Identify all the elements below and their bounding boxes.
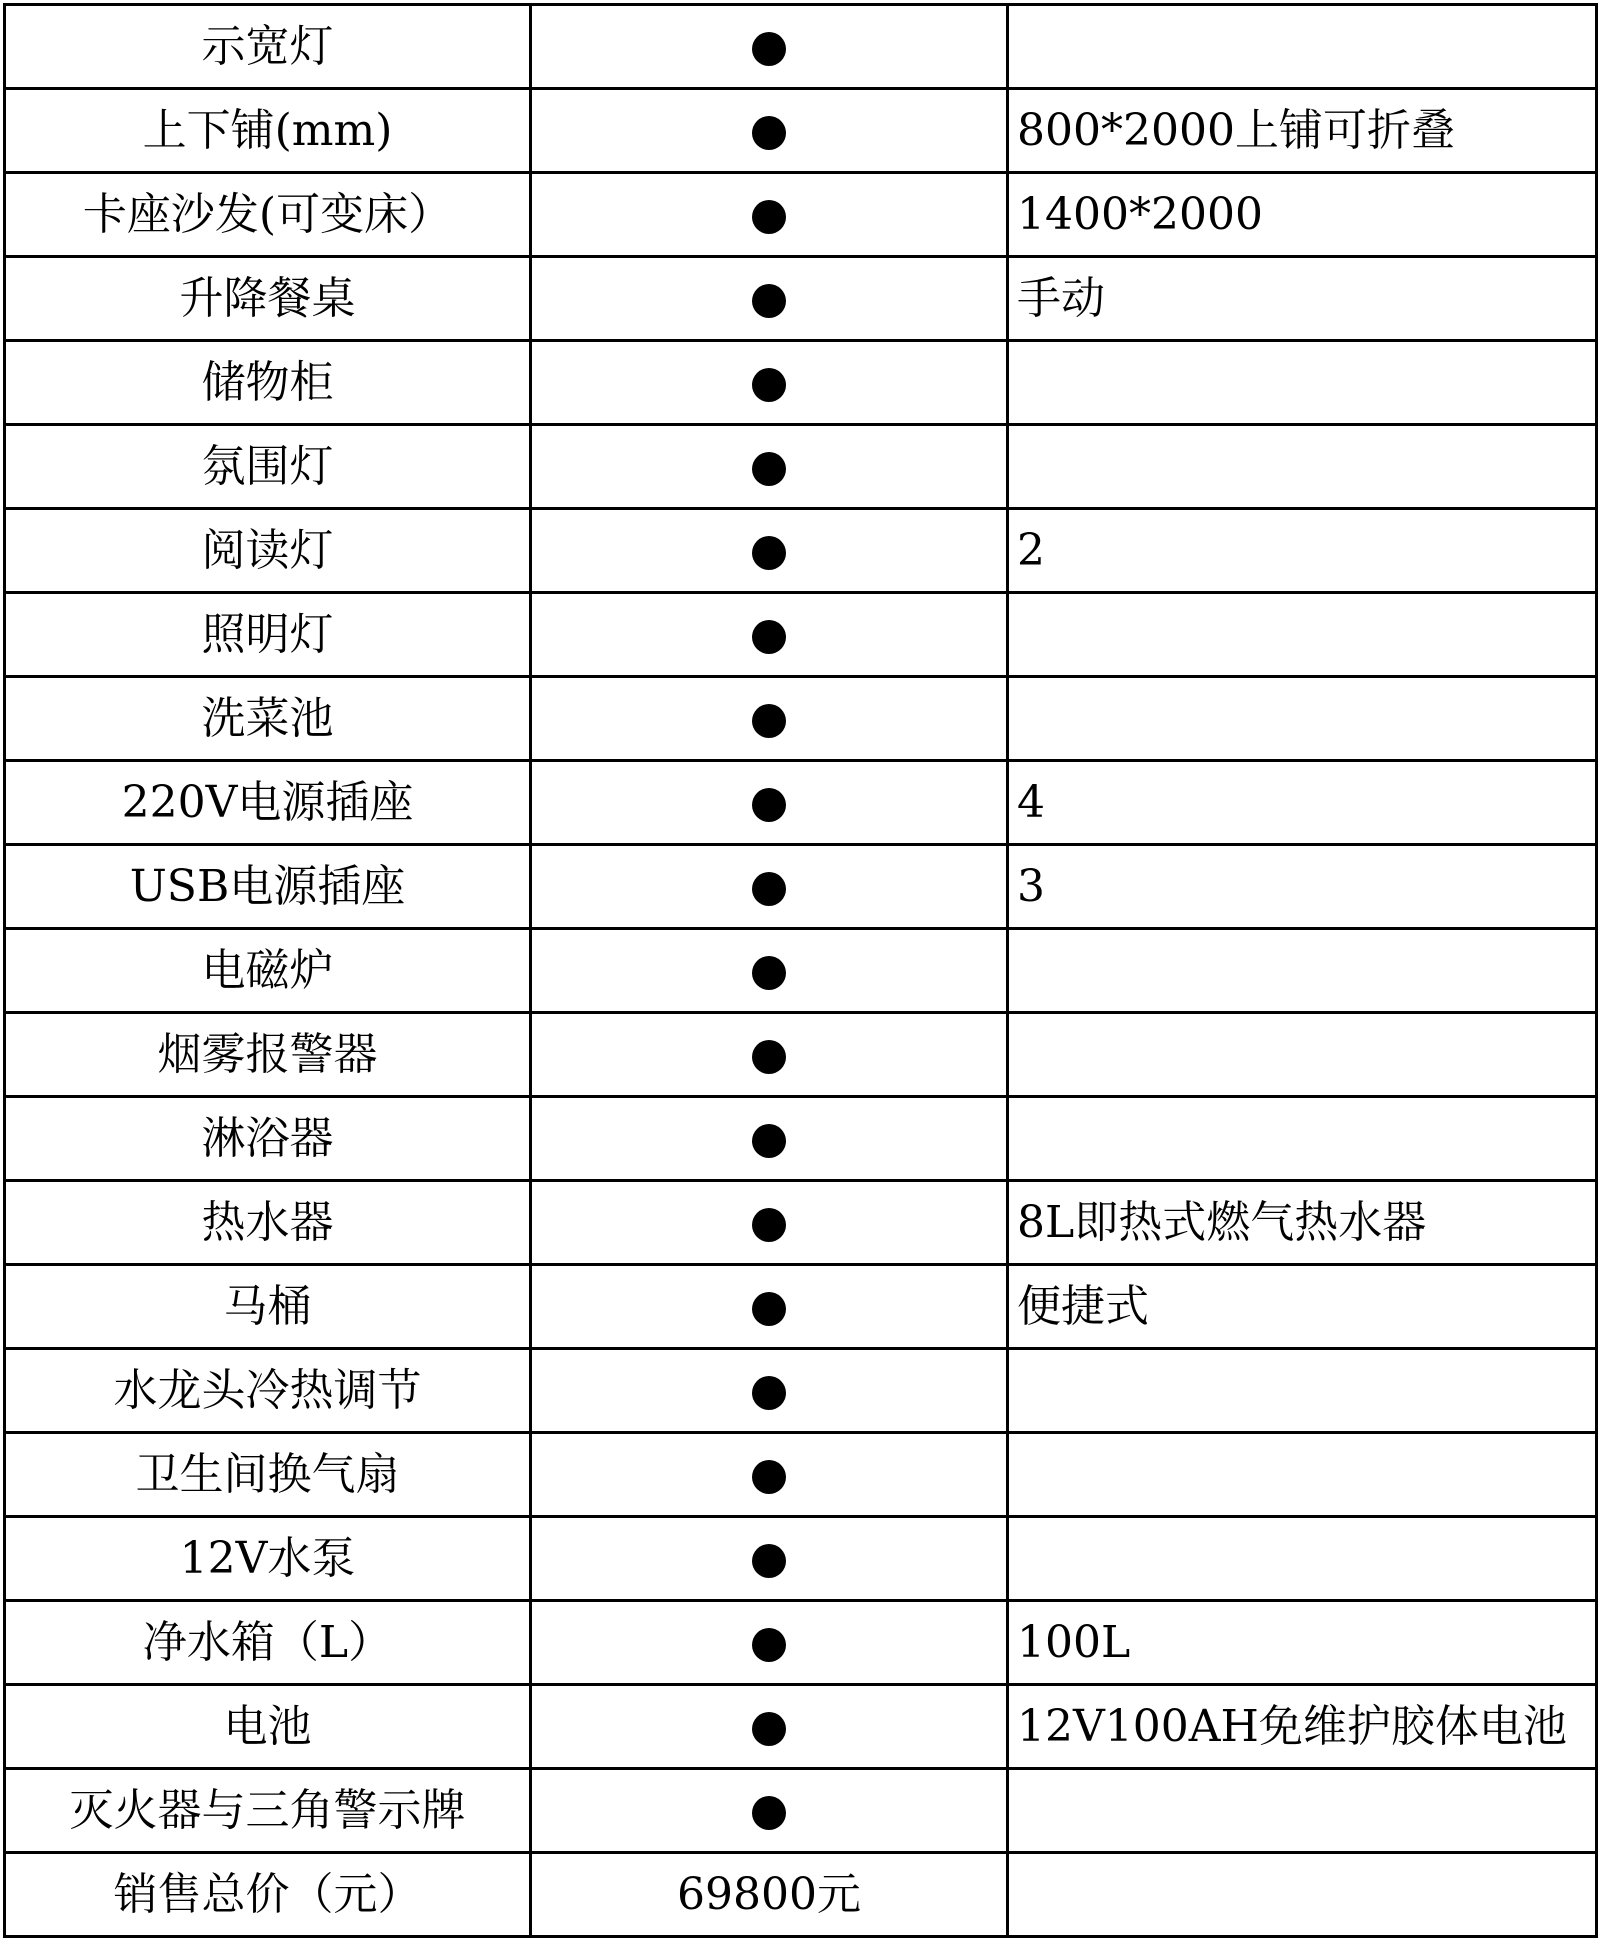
- item-note-cell: 4: [1008, 761, 1597, 845]
- equipped-mark-cell: [531, 509, 1008, 593]
- equipped-mark-cell: [531, 1013, 1008, 1097]
- item-note-cell: [1008, 1769, 1597, 1853]
- item-note-cell: 2: [1008, 509, 1597, 593]
- filled-circle-icon: [752, 200, 786, 234]
- item-note-cell: 便捷式: [1008, 1265, 1597, 1349]
- total-price-label: 销售总价（元）: [5, 1853, 531, 1937]
- equipped-mark-cell: [531, 593, 1008, 677]
- item-name-cell: 卡座沙发(可变床）: [5, 173, 531, 257]
- filled-circle-icon: [752, 1796, 786, 1830]
- item-name-cell: 热水器: [5, 1181, 531, 1265]
- filled-circle-icon: [752, 620, 786, 654]
- item-note-cell: [1008, 1013, 1597, 1097]
- table-row: [5, 677, 1597, 761]
- equipped-mark-cell: [531, 89, 1008, 173]
- item-note-cell: [1008, 5, 1597, 89]
- item-name-cell: 淋浴器: [5, 1097, 531, 1181]
- table-row: [5, 1433, 1597, 1517]
- item-name-cell: 卫生间换气扇: [5, 1433, 531, 1517]
- filled-circle-icon: [752, 284, 786, 318]
- item-name-cell: 升降餐桌: [5, 257, 531, 341]
- filled-circle-icon: [752, 368, 786, 402]
- filled-circle-icon: [752, 1460, 786, 1494]
- equipped-mark-cell: [531, 1181, 1008, 1265]
- table-row: [5, 1181, 1597, 1265]
- item-note-cell: [1008, 677, 1597, 761]
- item-note-cell: [1008, 1097, 1597, 1181]
- table-row: [5, 593, 1597, 677]
- filled-circle-icon: [752, 1628, 786, 1662]
- item-name-cell: 电池: [5, 1685, 531, 1769]
- spec-table-body: [5, 5, 1597, 1937]
- table-row: [5, 1349, 1597, 1433]
- equipped-mark-cell: [531, 1433, 1008, 1517]
- equipped-mark-cell: [531, 257, 1008, 341]
- equipped-mark-cell: [531, 173, 1008, 257]
- table-row: [5, 89, 1597, 173]
- item-note-cell: [1008, 593, 1597, 677]
- filled-circle-icon: [752, 704, 786, 738]
- table-row: [5, 1769, 1597, 1853]
- item-note-cell: [1008, 341, 1597, 425]
- equipped-mark-cell: [531, 761, 1008, 845]
- item-name-cell: 净水箱（L）: [5, 1601, 531, 1685]
- filled-circle-icon: [752, 872, 786, 906]
- total-price-note: [1008, 1853, 1597, 1937]
- equipped-mark-cell: [531, 425, 1008, 509]
- equipped-mark-cell: [531, 845, 1008, 929]
- item-name-cell: 水龙头冷热调节: [5, 1349, 531, 1433]
- spec-table: [3, 3, 1598, 1938]
- table-row: [5, 5, 1597, 89]
- table-row: [5, 845, 1597, 929]
- filled-circle-icon: [752, 32, 786, 66]
- item-note-cell: 800*2000上铺可折叠: [1008, 89, 1597, 173]
- table-row: [5, 257, 1597, 341]
- item-name-cell: 12V水泵: [5, 1517, 531, 1601]
- equipped-mark-cell: [531, 1349, 1008, 1433]
- table-row: [5, 1097, 1597, 1181]
- total-price-value: 69800元: [677, 1868, 861, 1920]
- item-name-cell: 马桶: [5, 1265, 531, 1349]
- table-row: [5, 341, 1597, 425]
- item-note-cell: 12V100AH免维护胶体电池: [1008, 1685, 1597, 1769]
- table-row: [5, 929, 1597, 1013]
- filled-circle-icon: [752, 1124, 786, 1158]
- equipped-mark-cell: [531, 677, 1008, 761]
- equipped-mark-cell: [531, 5, 1008, 89]
- equipped-mark-cell: [531, 1097, 1008, 1181]
- item-note-cell: 8L即热式燃气热水器: [1008, 1181, 1597, 1265]
- item-note-cell: 1400*2000: [1008, 173, 1597, 257]
- equipped-mark-cell: [531, 341, 1008, 425]
- equipped-mark-cell: [531, 1685, 1008, 1769]
- table-row: [5, 1265, 1597, 1349]
- item-name-cell: 阅读灯: [5, 509, 531, 593]
- item-name-cell: USB电源插座: [5, 845, 531, 929]
- item-note-cell: 100L: [1008, 1601, 1597, 1685]
- filled-circle-icon: [752, 1208, 786, 1242]
- filled-circle-icon: [752, 1040, 786, 1074]
- table-row: [5, 173, 1597, 257]
- item-name-cell: 220V电源插座: [5, 761, 531, 845]
- item-note-cell: [1008, 929, 1597, 1013]
- item-name-cell: 氛围灯: [5, 425, 531, 509]
- table-row: [5, 1013, 1597, 1097]
- equipped-mark-cell: [531, 929, 1008, 1013]
- item-name-cell: 上下铺(mm): [5, 89, 531, 173]
- item-note-cell: [1008, 425, 1597, 509]
- table-row: [5, 761, 1597, 845]
- item-name-cell: 电磁炉: [5, 929, 531, 1013]
- equipped-mark-cell: [531, 1265, 1008, 1349]
- equipped-mark-cell: [531, 1769, 1008, 1853]
- item-note-cell: 手动: [1008, 257, 1597, 341]
- table-row: [5, 509, 1597, 593]
- item-note-cell: [1008, 1433, 1597, 1517]
- table-row: [5, 1685, 1597, 1769]
- filled-circle-icon: [752, 536, 786, 570]
- item-note-cell: 3: [1008, 845, 1597, 929]
- filled-circle-icon: [752, 1292, 786, 1326]
- total-price-value-cell: [531, 1853, 1008, 1937]
- filled-circle-icon: [752, 452, 786, 486]
- filled-circle-icon: [752, 956, 786, 990]
- filled-circle-icon: [752, 116, 786, 150]
- item-name-cell: 照明灯: [5, 593, 531, 677]
- item-name-cell: 灭火器与三角警示牌: [5, 1769, 531, 1853]
- table-row: [5, 1517, 1597, 1601]
- filled-circle-icon: [752, 1376, 786, 1410]
- filled-circle-icon: [752, 1544, 786, 1578]
- equipped-mark-cell: [531, 1601, 1008, 1685]
- equipped-mark-cell: [531, 1517, 1008, 1601]
- item-name-cell: 储物柜: [5, 341, 531, 425]
- item-note-cell: [1008, 1349, 1597, 1433]
- item-note-cell: [1008, 1517, 1597, 1601]
- filled-circle-icon: [752, 1712, 786, 1746]
- item-name-cell: 洗菜池: [5, 677, 531, 761]
- item-name-cell: 烟雾报警器: [5, 1013, 531, 1097]
- table-row: [5, 1601, 1597, 1685]
- item-name-cell: 示宽灯: [5, 5, 531, 89]
- filled-circle-icon: [752, 788, 786, 822]
- total-price-row: [5, 1853, 1597, 1937]
- table-row: [5, 425, 1597, 509]
